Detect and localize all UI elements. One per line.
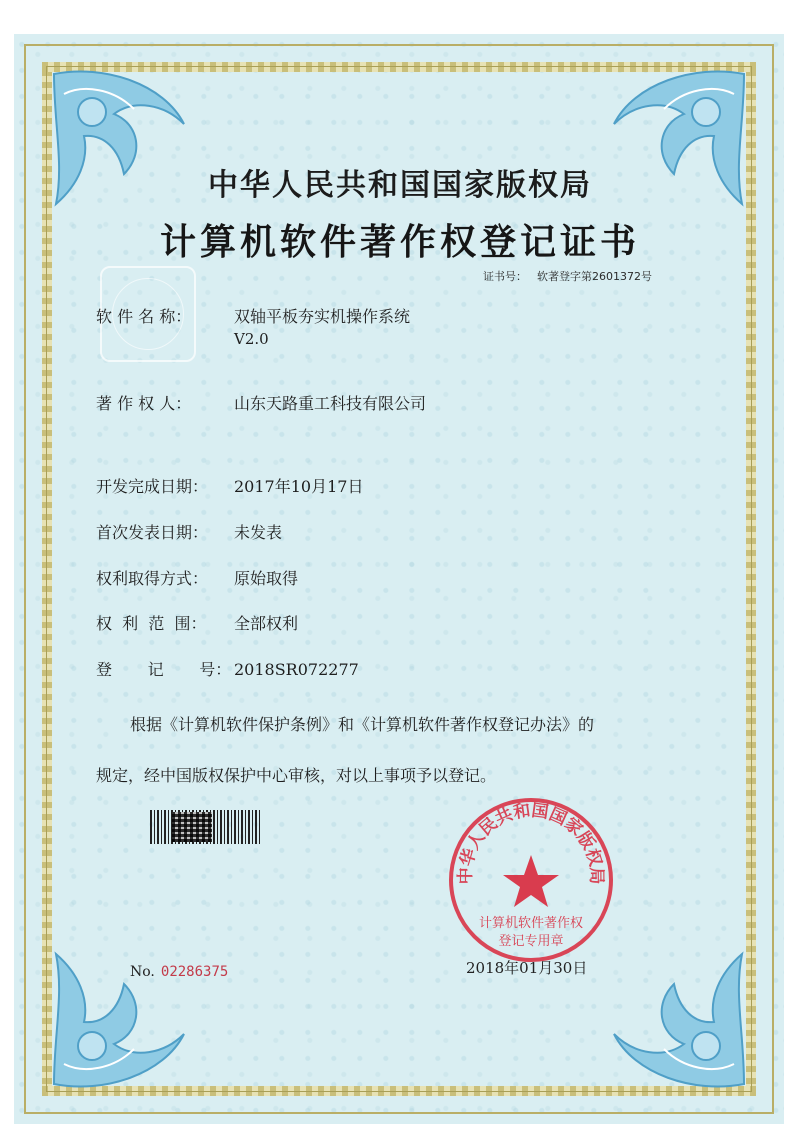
issue-date: 2018年01月30日 [466, 959, 588, 977]
certificate-number-label: 证书号： [483, 270, 527, 283]
statement-line-2: 规定，经中国版权保护中心审核，对以上事项予以登记。 [96, 766, 497, 785]
software-version: V2.0 [234, 330, 269, 348]
field-value: 原始取得 [234, 569, 299, 588]
field-label: 著 作 权 人： [96, 394, 192, 413]
field-value: 双轴平板夯实机操作系统 [234, 307, 411, 326]
qr-code-icon [172, 812, 212, 842]
seal-center-line-1: 计算机软件著作权 [478, 916, 584, 931]
field-value: 全部权利 [234, 614, 299, 633]
field-value: 2018SR072277 [234, 660, 359, 679]
field-label: 软 件 名 称： [96, 307, 192, 326]
field-value: 2017年10月17日 [234, 477, 364, 496]
field-label: 权利取得方式： [96, 569, 209, 588]
certificate-number-value: 软著登字第2601372号 [537, 270, 652, 283]
authority-title: 中华人民共和国国家版权局 [208, 168, 592, 203]
statement-line-1: 根据《计算机软件保护条例》和《计算机软件著作权登记办法》的 [130, 715, 595, 734]
field-first-publish-date [96, 520, 282, 543]
field-label: 登 记 号： [96, 660, 232, 679]
certificate-number [483, 268, 652, 284]
field-rights-acquisition [96, 566, 298, 589]
field-completion-date [96, 474, 363, 497]
field-copyright-owner [96, 391, 426, 414]
seal-center-line-2: 登记专用章 [498, 934, 564, 949]
certificate-title: 计算机软件著作权登记证书 [159, 221, 640, 263]
field-rights-scope [96, 611, 298, 634]
serial-number-label: No. [130, 964, 155, 980]
official-seal-icon [446, 795, 616, 965]
field-value: 山东天路重工科技有限公司 [234, 394, 427, 413]
field-label: 首次发表日期： [96, 523, 209, 542]
field-registration-number [96, 657, 359, 680]
corner-ornament-bottom-right [604, 944, 754, 1094]
serial-number [130, 964, 228, 980]
serial-number-value: 02286375 [160, 964, 229, 980]
seal-ring-text: 中华人民共和国国家版权局 [455, 800, 607, 885]
field-software-name [96, 304, 410, 327]
field-label: 开发完成日期： [96, 477, 209, 496]
field-label: 权 利 范 围： [96, 614, 207, 633]
field-value: 未发表 [234, 523, 283, 542]
barcode-icon [150, 810, 262, 844]
